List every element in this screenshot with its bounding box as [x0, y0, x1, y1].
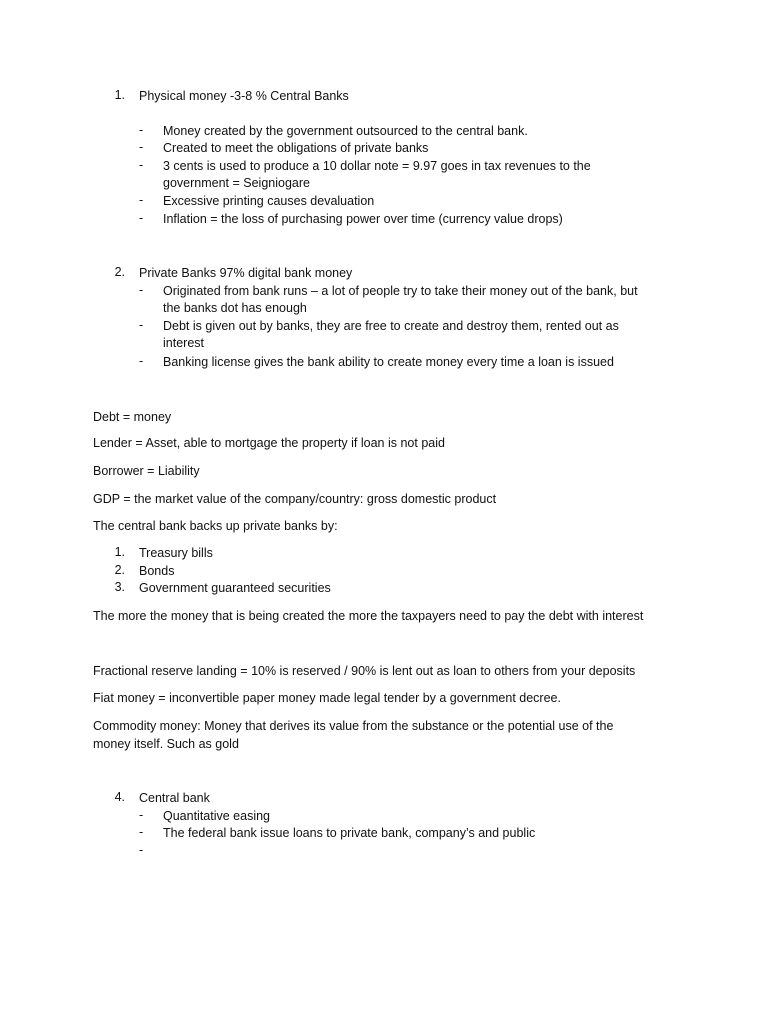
bullet-item: 3 cents is used to produce a 10 dollar note = 9.97 goes in tax revenues to the — [163, 159, 591, 173]
bullet-dash: - — [139, 808, 144, 822]
list-number: 2. — [114, 563, 125, 577]
bullet-item: Originated from bank runs – a lot of people try to take their money out of the bank, but — [163, 284, 638, 298]
bullet-dash: - — [139, 318, 144, 332]
bullet-dash: - — [139, 123, 144, 137]
paragraph: Fractional reserve landing = 10% is reserved / 90% is lent out as loan to others from your deposits — [93, 664, 636, 678]
bullet-item: Inflation = the loss of purchasing power over time (currency value drops) — [163, 212, 563, 226]
bullet-item: Banking license gives the bank ability to create money every time a loan is issued — [163, 355, 614, 369]
bullet-dash: - — [139, 825, 144, 839]
bullet-dash: - — [139, 211, 144, 225]
section-heading: Central bank — [139, 791, 210, 805]
paragraph-continued: money itself. Such as gold — [93, 737, 239, 751]
list-item: Treasury bills — [139, 546, 213, 560]
paragraph: Commodity money: Money that derives its value from the substance or the potential use of the — [93, 719, 614, 733]
bullet-dash: - — [139, 140, 144, 154]
bullet-item-continued: government = Seigniogare — [163, 176, 310, 190]
bullet-item: Money created by the government outsourced to the central bank. — [163, 124, 528, 138]
paragraph: Fiat money = inconvertible paper money made legal tender by a government decree. — [93, 691, 561, 705]
list-number: 1. — [114, 88, 125, 102]
bullet-item: Created to meet the obligations of private banks — [163, 141, 429, 155]
section-heading: Private Banks 97% digital bank money — [139, 266, 353, 280]
section-heading: Physical money -3-8 % Central Banks — [139, 89, 349, 103]
bullet-dash: - — [139, 158, 144, 172]
bullet-dash: - — [139, 193, 144, 207]
paragraph: GDP = the market value of the company/country: gross domestic product — [93, 492, 497, 506]
bullet-item: Excessive printing causes devaluation — [163, 194, 375, 208]
list-number: 2. — [114, 265, 125, 279]
paragraph: The central bank backs up private banks by: — [93, 519, 338, 533]
bullet-item: Debt is given out by banks, they are free to create and destroy them, rented out as — [163, 319, 619, 333]
list-number: 1. — [114, 545, 125, 559]
bullet-dash: - — [139, 354, 144, 368]
bullet-item-continued: interest — [163, 336, 204, 350]
list-item: Government guaranteed securities — [139, 581, 331, 595]
bullet-dash: - — [139, 843, 144, 857]
list-number: 4. — [114, 790, 125, 804]
bullet-item: Quantitative easing — [163, 809, 271, 823]
list-number: 3. — [114, 580, 125, 594]
paragraph: Borrower = Liability — [93, 464, 200, 478]
bullet-item: The federal bank issue loans to private bank, company’s and public — [163, 826, 536, 840]
bullet-item-continued: the banks dot has enough — [163, 301, 307, 315]
paragraph: Debt = money — [93, 410, 172, 424]
paragraph: The more the money that is being created the more the taxpayers need to pay the debt with interest — [93, 609, 644, 623]
paragraph: Lender = Asset, able to mortgage the property if loan is not paid — [93, 436, 445, 450]
list-item: Bonds — [139, 564, 175, 578]
bullet-dash: - — [139, 283, 144, 297]
